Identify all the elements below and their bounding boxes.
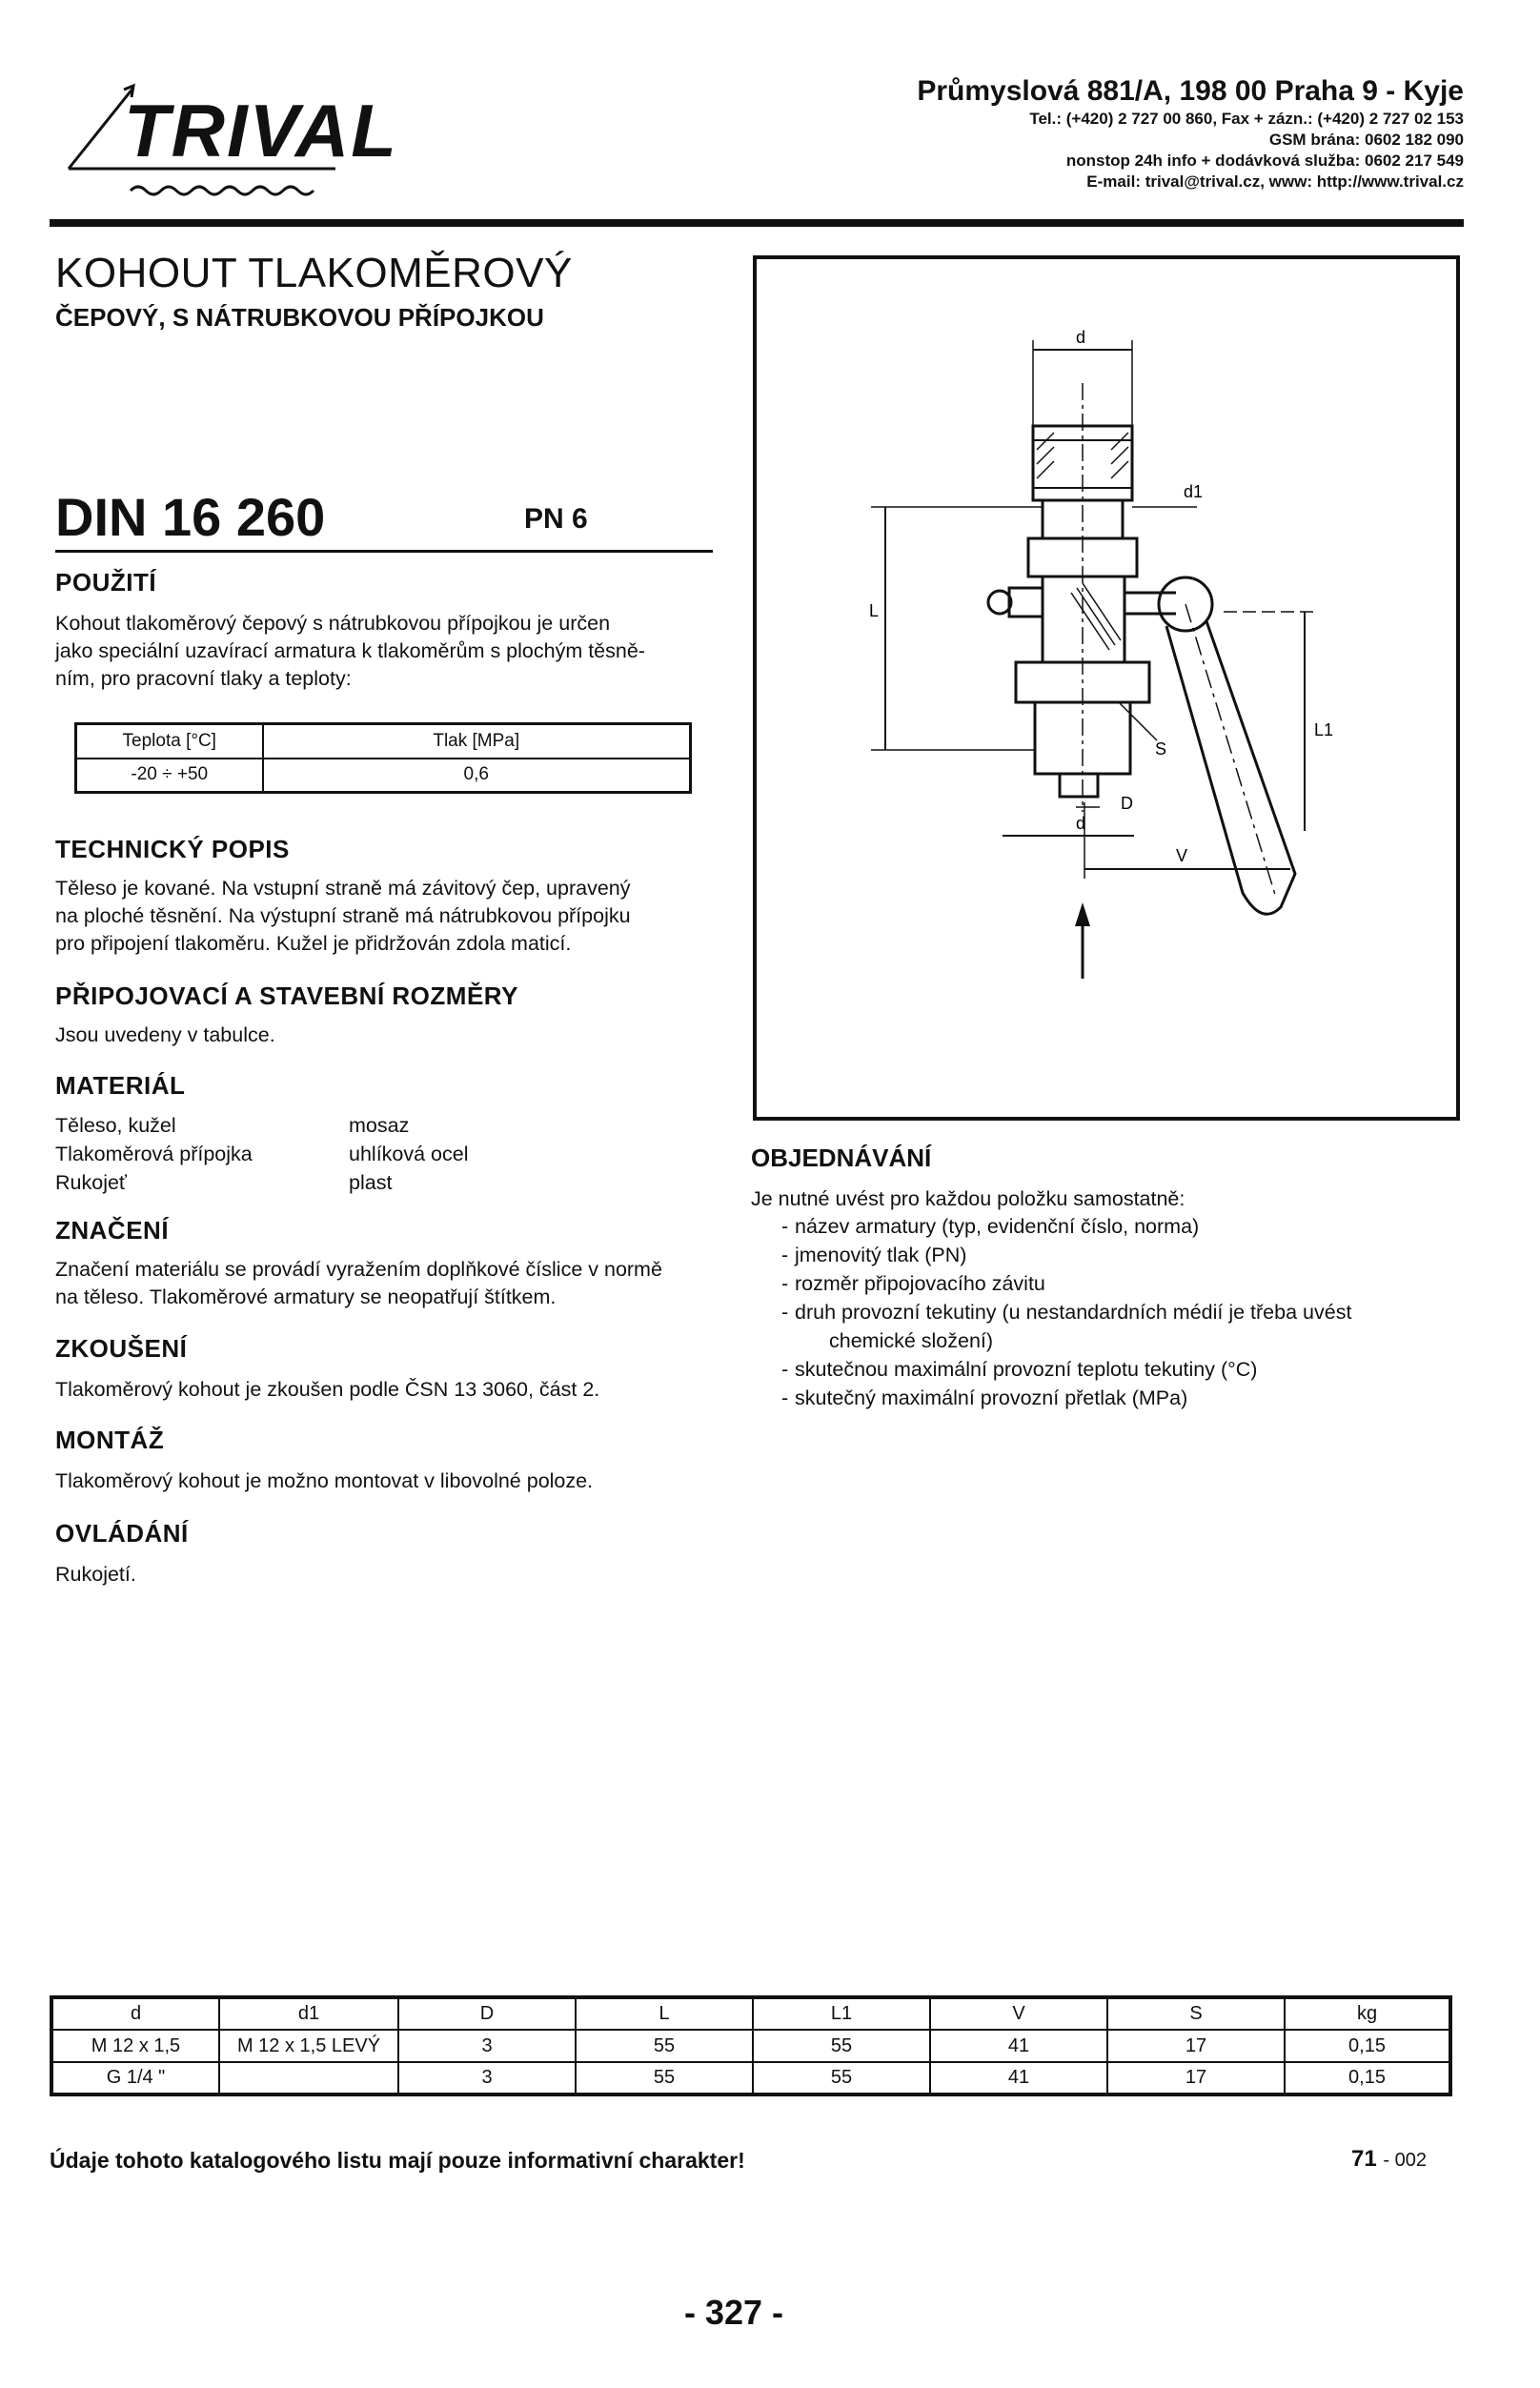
ordering-heading: OBJEDNÁVÁNÍ	[751, 1143, 932, 1172]
page-title: KOHOUT TLAKOMĚROVÝ	[55, 250, 573, 296]
table-header-row	[76, 724, 691, 759]
table-header-cell: d	[51, 1997, 219, 2030]
company-address: Průmyslová 881/A, 198 00 Praha 9 - Kyje	[917, 75, 1464, 107]
company-service: nonstop 24h info + dodávková služba: 0602 217 549	[1065, 152, 1464, 170]
list-item: - druh provozní tekutiny (u nestandardních médií je třeba uvést	[781, 1298, 1468, 1326]
company-email: E-mail: trival@trival.cz, www: http://www.trival.cz	[1086, 172, 1464, 191]
tech-heading: TECHNICKÝ POPIS	[55, 835, 290, 863]
table-cell: 0,6	[263, 759, 691, 793]
list-item-continuation: chemické složení)	[829, 1329, 994, 1352]
usage-line: Kohout tlakoměrový čepový s nátrubkovou přípojkou je určen	[55, 612, 611, 635]
table-header-cell: S	[1107, 1997, 1285, 2030]
dim-label-D: D	[1121, 794, 1133, 813]
table-cell: 17	[1107, 2062, 1285, 2095]
material-part: Tlakoměrová přípojka	[55, 1143, 253, 1165]
table-cell: 3	[398, 2062, 576, 2095]
tech-line: na ploché těsnění. Na výstupní straně má nátrubkovou přípojku	[55, 904, 631, 927]
tech-line: Těleso je kované. Na vstupní straně má závitový čep, upravený	[55, 877, 631, 900]
table-cell: 41	[930, 2062, 1107, 2095]
material-row	[55, 1168, 393, 1197]
technical-drawing	[753, 255, 1460, 1121]
marking-heading: ZNAČENÍ	[55, 1216, 170, 1245]
table-header-cell: L	[576, 1997, 753, 2030]
catalog-ref-main: 71	[1351, 2146, 1377, 2172]
table-cell: 55	[576, 2030, 753, 2062]
trival-logo	[50, 69, 398, 212]
page-subtitle: ČEPOVÝ, S NÁTRUBKOVOU PŘÍPOJKOU	[55, 303, 544, 332]
table-row	[76, 759, 691, 793]
list-item: - skutečnou maximální provozní teplotu tekutiny (°C)	[781, 1355, 1468, 1384]
table-row	[51, 2062, 1450, 2095]
marking-text	[55, 1256, 722, 1311]
tech-line: pro připojení tlakoměru. Kužel je přidržován zdola maticí.	[55, 932, 572, 955]
mounting-text: Tlakoměrový kohout je možno montovat v libovolné poloze.	[55, 1469, 594, 1492]
table-row	[51, 2030, 1450, 2062]
table-cell: 3	[398, 2030, 576, 2062]
catalog-page-ref	[1351, 2146, 1427, 2173]
company-phone: Tel.: (+420) 2 727 00 860, Fax + zázn.: (+420) 2 727 02 153	[1029, 110, 1464, 128]
ordering-intro: Je nutné uvést pro každou položku samostatně:	[751, 1187, 1185, 1210]
testing-heading: ZKOUŠENÍ	[55, 1334, 188, 1363]
table-cell: 0,15	[1285, 2030, 1450, 2062]
table-cell: 41	[930, 2030, 1107, 2062]
norm-line	[55, 486, 713, 553]
page-number: - 327 -	[684, 2293, 784, 2332]
dimension-table	[50, 1995, 1452, 2096]
table-header-cell: Teplota [°C]	[76, 724, 263, 759]
pressure-table	[74, 722, 692, 794]
table-cell: -20 ÷ +50	[76, 759, 263, 793]
dim-label-V: V	[1176, 846, 1188, 865]
logo-text: TRIVAL	[124, 89, 398, 172]
table-header-cell: d1	[219, 1997, 398, 2030]
norm-label: DIN 16 260	[55, 487, 326, 547]
table-cell: M 12 x 1,5	[51, 2030, 219, 2062]
table-cell: 0,15	[1285, 2062, 1450, 2095]
list-item: - název armatury (typ, evidenční číslo, norma)	[781, 1212, 1468, 1241]
list-item: - jmenovitý tlak (PN)	[781, 1241, 1468, 1269]
list-item: - skutečný maximální provozní přetlak (MPa)	[781, 1384, 1468, 1412]
material-list	[55, 1111, 469, 1197]
usage-line: ním, pro pracovní tlaky a teploty:	[55, 667, 352, 690]
table-header-cell: Tlak [MPa]	[263, 724, 691, 759]
dims-text: Jsou uvedeny v tabulce.	[55, 1023, 275, 1046]
material-part: Rukojeť	[55, 1171, 127, 1194]
catalog-ref-sub: - 002	[1383, 2150, 1427, 2171]
table-header-cell: L1	[753, 1997, 930, 2030]
pn-label: PN 6	[524, 503, 588, 535]
control-heading: OVLÁDÁNÍ	[55, 1519, 189, 1548]
dim-label-d-bottom: d	[1076, 814, 1086, 833]
dim-label-d: d	[1076, 328, 1086, 347]
control-text: Rukojetí.	[55, 1563, 136, 1586]
material-row	[55, 1140, 469, 1168]
dim-label-L1: L1	[1314, 720, 1334, 739]
material-part: Těleso, kužel	[55, 1114, 176, 1137]
marking-line: na těleso. Tlakoměrové armatury se neopatřují štítkem.	[55, 1285, 557, 1308]
testing-text: Tlakoměrový kohout je zkoušen podle ČSN 13 3060, část 2.	[55, 1378, 600, 1401]
dim-label-L: L	[869, 601, 880, 620]
table-header-row	[51, 1997, 1450, 2030]
table-header-cell: kg	[1285, 1997, 1450, 2030]
material-row	[55, 1111, 410, 1140]
table-cell: 55	[753, 2030, 930, 2062]
tech-text	[55, 875, 722, 958]
material-value: plast	[349, 1171, 393, 1194]
header-divider	[50, 219, 1464, 227]
material-value: mosaz	[349, 1114, 410, 1137]
material-value: uhlíková ocel	[349, 1143, 469, 1165]
usage-heading: POUŽITÍ	[55, 568, 157, 597]
table-cell: 55	[753, 2062, 930, 2095]
company-contact	[797, 74, 1464, 192]
mounting-heading: MONTÁŽ	[55, 1426, 165, 1454]
usage-line: jako speciální uzavírací armatura k tlakoměrům s plochým těsně-	[55, 639, 645, 662]
disclaimer-note: Údaje tohoto katalogového listu mají pouze informativní charakter!	[50, 2148, 745, 2173]
material-heading: MATERIÁL	[55, 1071, 186, 1100]
dims-heading: PŘIPOJOVACÍ A STAVEBNÍ ROZMĚRY	[55, 982, 518, 1010]
usage-text	[55, 610, 722, 693]
table-cell: 55	[576, 2062, 753, 2095]
marking-line: Značení materiálu se provádí vyražením doplňkové číslice v normě	[55, 1258, 662, 1281]
ordering-list	[781, 1212, 1468, 1412]
table-cell	[219, 2062, 398, 2095]
table-header-cell: D	[398, 1997, 576, 2030]
table-cell: 17	[1107, 2030, 1285, 2062]
dim-label-d1: d1	[1184, 482, 1204, 501]
table-header-cell: V	[930, 1997, 1107, 2030]
list-item: - rozměr připojovacího závitu	[781, 1269, 1468, 1298]
dim-label-S: S	[1155, 739, 1167, 759]
table-cell: G 1/4 "	[51, 2062, 219, 2095]
company-gsm: GSM brána: 0602 182 090	[1268, 131, 1464, 149]
table-cell: M 12 x 1,5 LEVÝ	[219, 2030, 398, 2062]
